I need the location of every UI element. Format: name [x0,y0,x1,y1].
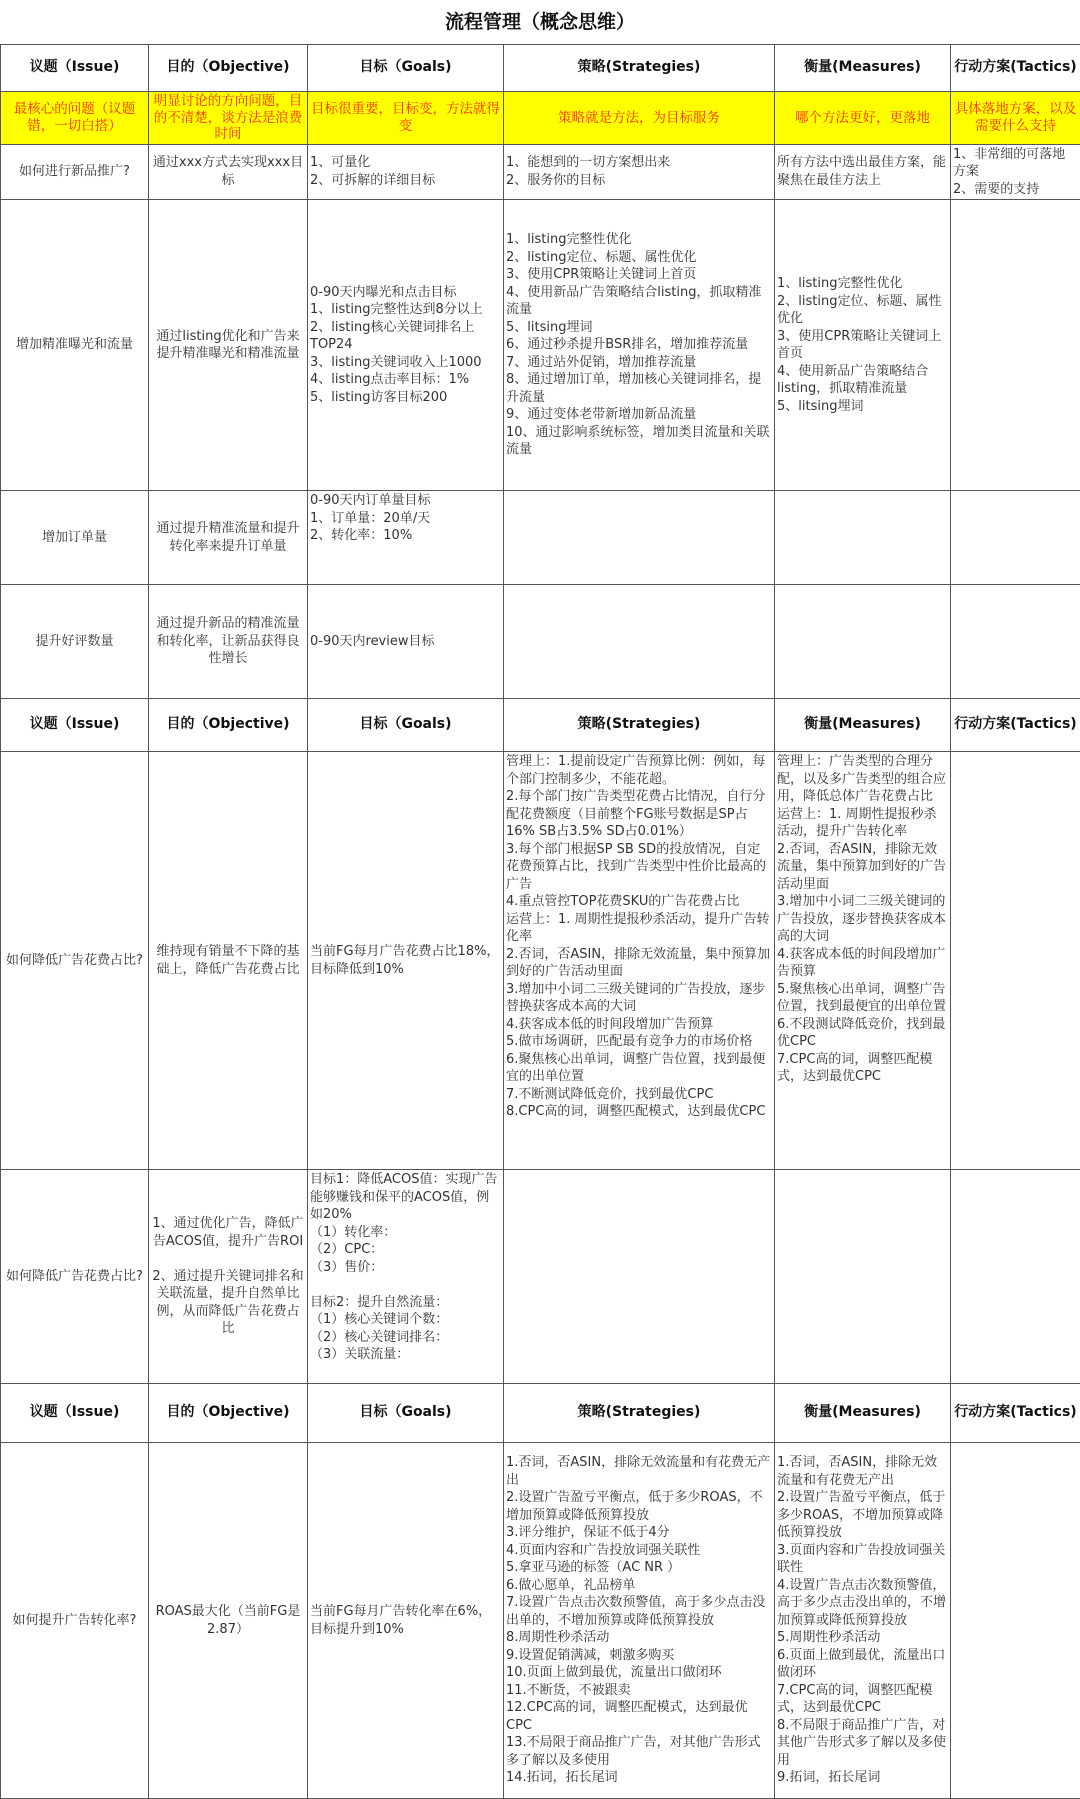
header-tactics: 行动方案(Tactics) [951,1384,1080,1443]
header-goals: 目标（Goals) [308,45,504,92]
header-strategies: 策略(Strategies) [504,699,775,752]
strategies-cell: 1、能想到的一切方案想出来 2、服务你的目标 [504,144,775,200]
strategies-cell: 1、listing完整性优化 2、listing定位、标题、属性优化 3、使用CPR策略让关键词上首页 4、使用新品广告策略结合listing，抓取精准流量 5、litsing埋词 6、通过秒杀提升BSR排名，增加推荐流量 7、通过站外促销，增加推荐流量 8、通过增加订单，增加核心关键词排名，提升流量 9、通过变体老带新增加新品流量 10、通过影响系统标签，增加类目流量和关联流量 [504,200,775,491]
measures-cell [775,1170,951,1384]
header-row [1,45,1080,92]
header-measures: 衡量(Measures) [775,699,951,752]
issue-cell: 如何提升广告转化率? [1,1443,149,1799]
issue-cell: 如何进行新品推广? [1,144,149,200]
issue-cell: 提升好评数量 [1,585,149,699]
header-goals: 目标（Goals) [308,699,504,752]
goals-cell: 当前FG每月广告花费占比18%，目标降低到10% [308,752,504,1170]
measures-cell: 1、listing完整性优化 2、listing定位、标题、属性优化 3、使用CPR策略让关键词上首页 4、使用新品广告策略结合listing，抓取精准流量 5、litsing埋词 [775,200,951,491]
table-row [1,491,1080,585]
measures-cell [775,585,951,699]
objective-cell: 通过xxx方式去实现xxx目标 [149,144,308,200]
header-issue: 议题（Issue) [1,1384,149,1443]
tactics-cell [951,1170,1080,1384]
header-issue: 议题（Issue) [1,45,149,92]
objective-cell: ROAS最大化（当前FG是2.87） [149,1443,308,1799]
issue-cell: 如何降低广告花费占比? [1,1170,149,1384]
header-tactics: 行动方案(Tactics) [951,699,1080,752]
tactics-cell [951,200,1080,491]
tactics-cell [951,752,1080,1170]
table-row [1,585,1080,699]
measures-cell [775,491,951,585]
goals-cell: 当前FG每月广告转化率在6%，目标提升到10% [308,1443,504,1799]
strategies-cell [504,585,775,699]
highlight-row [1,92,1080,145]
header-measures: 衡量(Measures) [775,45,951,92]
goals-cell: 1、可量化 2、可拆解的详细目标 [308,144,504,200]
header-row [1,699,1080,752]
table-row [1,144,1080,200]
measures-cell: 1.否词，否ASIN，排除无效流量和有花费无产出 2.设置广告盈亏平衡点，低于多少ROAS，不增加预算或降低预算投放 3.页面内容和广告投放词强关联性 4.设置广告点击次数预警值，高于多少点击没出单的，不增加预算或降低预算投放 5.周期性秒杀活动 6.页面上做到最优，流量出口做闭环 7.CPC高的词，调整匹配模式，达到最优CPC 8.不局限于商品推广广告，对其他广告形式多了解以及多使用 9.拓词，拓长尾词 [775,1443,951,1799]
strategies-cell [504,491,775,585]
table-row [1,200,1080,491]
goals-cell: 目标1：降低ACOS值：实现广告能够赚钱和保平的ACOS值，例如20% （1）转化率： （2）CPC： （3）售价： 目标2：提升自然流量： （1）核心关键词个数： （2）核心关键词排名： （3）关联流量： [308,1170,504,1384]
header-objective: 目的（Objective) [149,45,308,92]
tactics-cell: 1、非常细的可落地方案 2、需要的支持 [951,144,1080,200]
header-tactics: 行动方案(Tactics) [951,45,1080,92]
issue-cell: 增加精准曝光和流量 [1,200,149,491]
tactics-cell [951,1443,1080,1799]
strategies-cell: 管理上：1.提前设定广告预算比例：例如，每个部门控制多少，不能花超。 2.每个部门按广告类型花费占比情况，自行分配花费额度（目前整个FG账号数据是SP占16% SB占3.5% SD占0.01%） 3.每个部门根据SP SB SD的投放情况，自定花费预算占比，找到广告类型中性价比最高的广告 4.重点管控TOP花费SKU的广告花费占比 运营上：1. 周期性提报秒杀活动，提升广告转化率 2.否词，否ASIN，排除无效流量，集中预算加到好的广告活动里面 3.增加中小词二三级关键词的广告投放，逐步替换获客成本高的大词 4.获客成本低的时间段增加广告预算 5.做市场调研，匹配最有竞争力的市场价格 6.聚焦核心出单词，调整广告位置，找到最便宜的出单位置 7.不断测试降低竞价，找到最优CPC 8.CPC高的词，调整匹配模式，达到最优CPC [504,752,775,1170]
measures-cell: 管理上：广告类型的合理分配，以及多广告类型的组合应用，降低总体广告花费占比 运营上：1. 周期性提报秒杀活动，提升广告转化率 2.否词，否ASIN，排除无效流量，集中预算加到好的广告活动里面 3.增加中小词二三级关键词的广告投放，逐步替换获客成本高的大词 4.获客成本低的时间段增加广告预算 5.聚焦核心出单词，调整广告位置，找到最便宜的出单位置 6.不段测试降低竞价，找到最优CPC 7.CPC高的词，调整匹配模式，达到最优CPC [775,752,951,1170]
tactics-cell [951,585,1080,699]
measures-cell: 所有方法中选出最佳方案，能聚焦在最佳方法上 [775,144,951,200]
page-title: 流程管理（概念思维） [0,0,1080,44]
header-strategies: 策略(Strategies) [504,45,775,92]
highlight-strategies: 策略就是方法，为目标服务 [504,92,775,145]
table-row [1,752,1080,1170]
header-goals: 目标（Goals) [308,1384,504,1443]
header-strategies: 策略(Strategies) [504,1384,775,1443]
objective-cell: 1、通过优化广告，降低广告ACOS值，提升广告ROI 2、通过提升关键词排名和关联流量，提升自然单比例，从而降低广告花费占比 [149,1170,308,1384]
goals-cell: 0-90天内曝光和点击目标 1、listing完整性达到8分以上 2、listing核心关键词排名上TOP24 3、listing关键词收入上1000 4、listing点击率目标：1% 5、listing访客目标200 [308,200,504,491]
goals-cell: 0-90天内订单量目标 1、订单量：20单/天 2、转化率：10% [308,491,504,585]
header-objective: 目的（Objective) [149,1384,308,1443]
issue-cell: 增加订单量 [1,491,149,585]
header-issue: 议题（Issue) [1,699,149,752]
header-objective: 目的（Objective) [149,699,308,752]
strategies-cell: 1.否词，否ASIN，排除无效流量和有花费无产出 2.设置广告盈亏平衡点，低于多少ROAS，不增加预算或降低预算投放 3.评分维护，保证不低于4分 4.页面内容和广告投放词强关联性 5.拿亚马逊的标签（AC NR ） 6.做心愿单，礼品榜单 7.设置广告点击次数预警值，高于多少点击没出单的，不增加预算或降低预算投放 8.周期性秒杀活动 9.设置促销满减，刺激多购买 10.页面上做到最优，流量出口做闭环 11.不断货，不被跟卖 12.CPC高的词，调整匹配模式，达到最优CPC 13.不局限于商品推广广告，对其他广告形式多了解以及多使用 14.拓词，拓长尾词 [504,1443,775,1799]
table-row [1,1170,1080,1384]
goals-cell: 0-90天内review目标 [308,585,504,699]
tactics-cell [951,491,1080,585]
highlight-issue: 最核心的问题（议题错，一切白搭） [1,92,149,145]
issue-cell: 如何降低广告花费占比? [1,752,149,1170]
objective-cell: 通过listing优化和广告来提升精准曝光和精准流量 [149,200,308,491]
strategies-cell [504,1170,775,1384]
highlight-tactics: 具体落地方案，以及需要什么支持 [951,92,1080,145]
header-measures: 衡量(Measures) [775,1384,951,1443]
process-table [0,44,1080,1799]
header-row [1,1384,1080,1443]
objective-cell: 通过提升精准流量和提升转化率来提升订单量 [149,491,308,585]
objective-cell: 维持现有销量不下降的基础上，降低广告花费占比 [149,752,308,1170]
highlight-objective: 明显讨论的方向问题，目的不清楚，谈方法是浪费时间 [149,92,308,145]
highlight-goals: 目标很重要，目标变，方法就得变 [308,92,504,145]
table-row [1,1443,1080,1799]
objective-cell: 通过提升新品的精准流量和转化率，让新品获得良性增长 [149,585,308,699]
highlight-measures: 哪个方法更好，更落地 [775,92,951,145]
